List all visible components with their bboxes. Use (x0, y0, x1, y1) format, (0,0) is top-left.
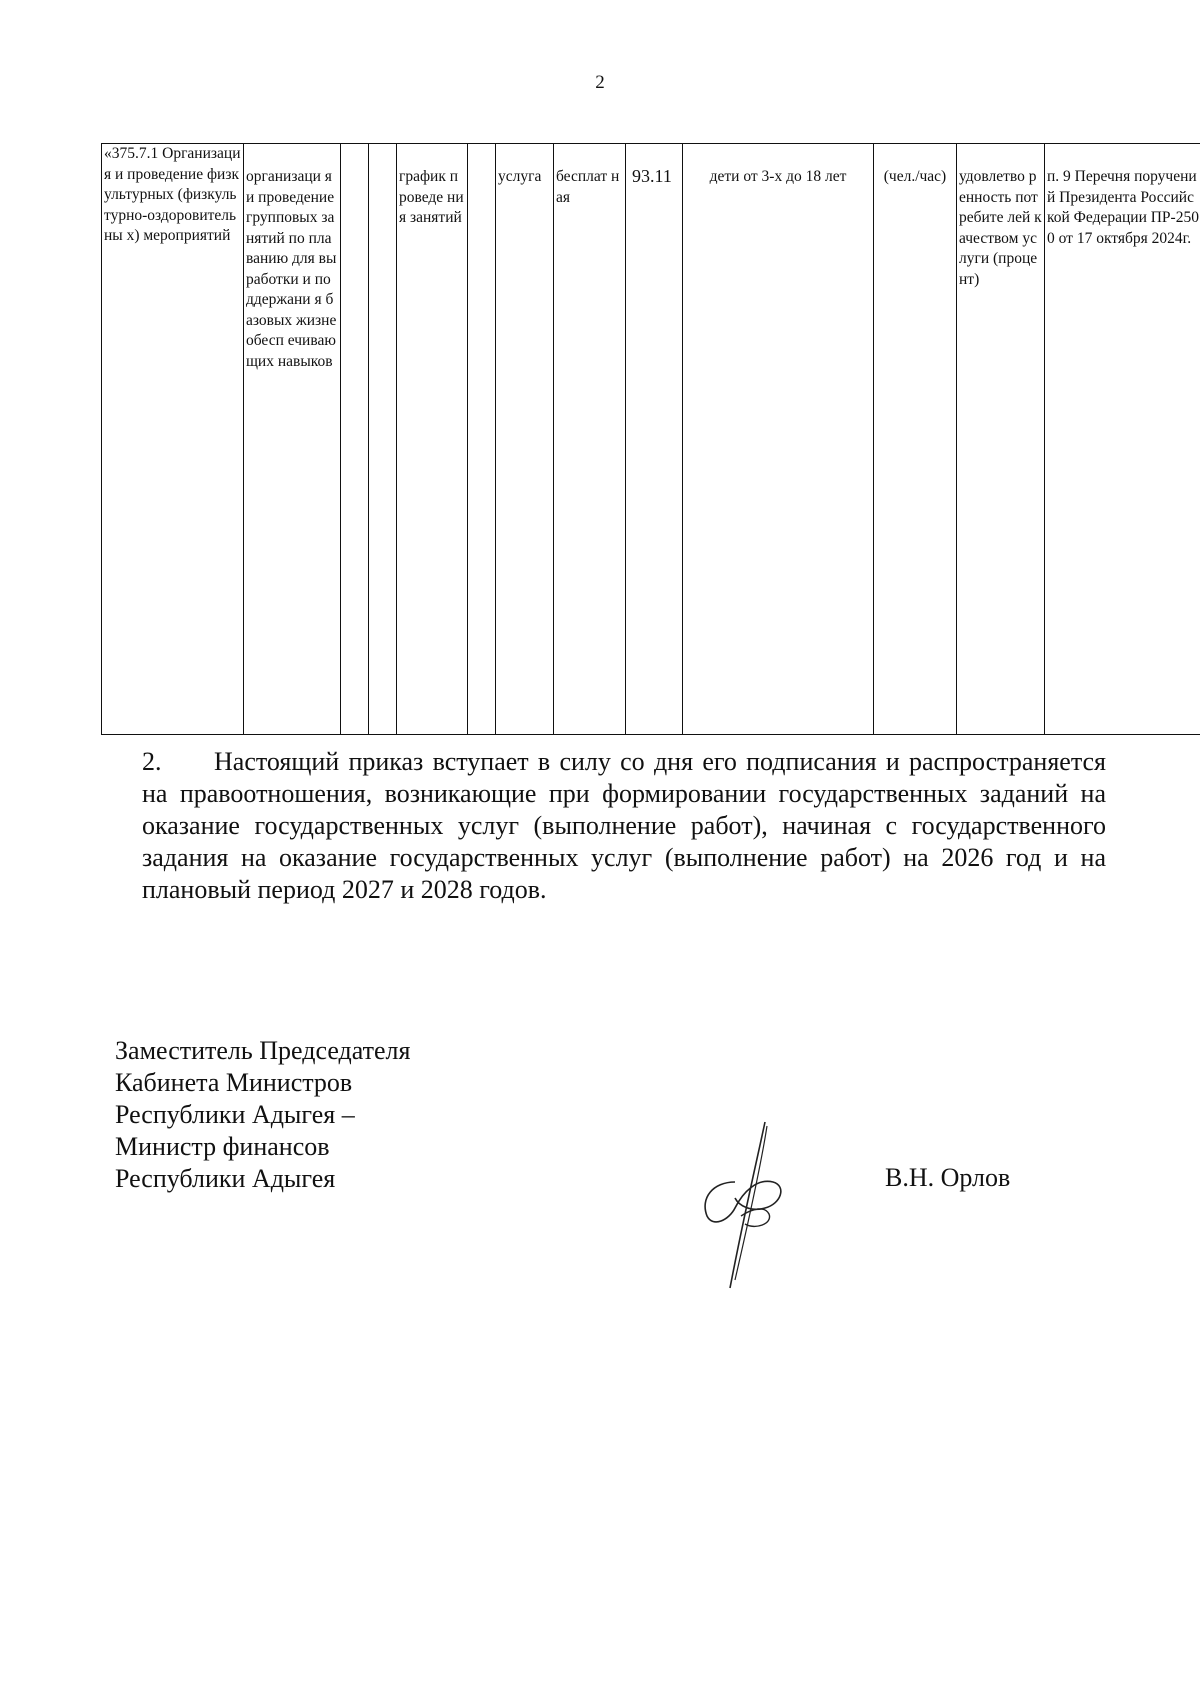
table-cell-empty (341, 144, 369, 735)
signatory-title-line: Министр финансов (115, 1132, 330, 1161)
page-number: 2 (595, 72, 605, 93)
table-cell-condition: график проведе ния занятий (397, 144, 468, 735)
signatory-title (115, 1035, 410, 1195)
signatory-title-line: Заместитель Председателя (115, 1036, 411, 1065)
table-cell-legal-basis: п. 9 Перечня поручений Президента Российской Федерации ПР-2500 от 17 октября 2024г. (1045, 144, 1200, 735)
table-cell-unit: (чел./час) (874, 144, 957, 735)
table-cell-empty (468, 144, 496, 735)
paragraph-number: 2. (142, 747, 162, 776)
handwritten-signature (695, 1120, 795, 1290)
table-cell-okved: 93.11 (626, 144, 683, 735)
signatory-title-line: Республики Адыгея (115, 1164, 336, 1193)
table-cell-consumers: дети от 3-х до 18 лет (683, 144, 874, 735)
signatory-title-line: Кабинета Министров (115, 1068, 353, 1097)
paragraph-2 (142, 746, 1106, 906)
table-cell-empty (369, 144, 397, 735)
table-cell-quality-indicator: удовлетво ренность потребите лей качеством услуги (процент) (957, 144, 1045, 735)
table-cell-service-name: «375.7.1 Организация и проведение физкультурных (физкультурно-оздоровительны х) мероприятий (102, 144, 244, 735)
service-table (101, 143, 1200, 735)
paragraph-text: Настоящий приказ вступает в силу со дня его подписания и распространяется на правоотношения, возникающие при формировании государственных заданий на оказание государственных услуг (выполнение работ), начиная с государственного задания на оказание государственных услуг (выполнение работ) на 2026 год и на плановый период 2027 и 2028 годов. (142, 747, 1106, 904)
table-row (102, 144, 1200, 735)
table-cell-content: организаци я и проведение групповых занятий по плаванию для выработки и поддержани я базовых жизнеобесп ечивающих навыков (244, 144, 341, 735)
signatory-title-line: Республики Адыгея – (115, 1100, 355, 1129)
table-cell-type: услуга (496, 144, 554, 735)
table-cell-payment: бесплат ная (554, 144, 626, 735)
signatory-name: В.Н. Орлов (885, 1163, 1011, 1192)
